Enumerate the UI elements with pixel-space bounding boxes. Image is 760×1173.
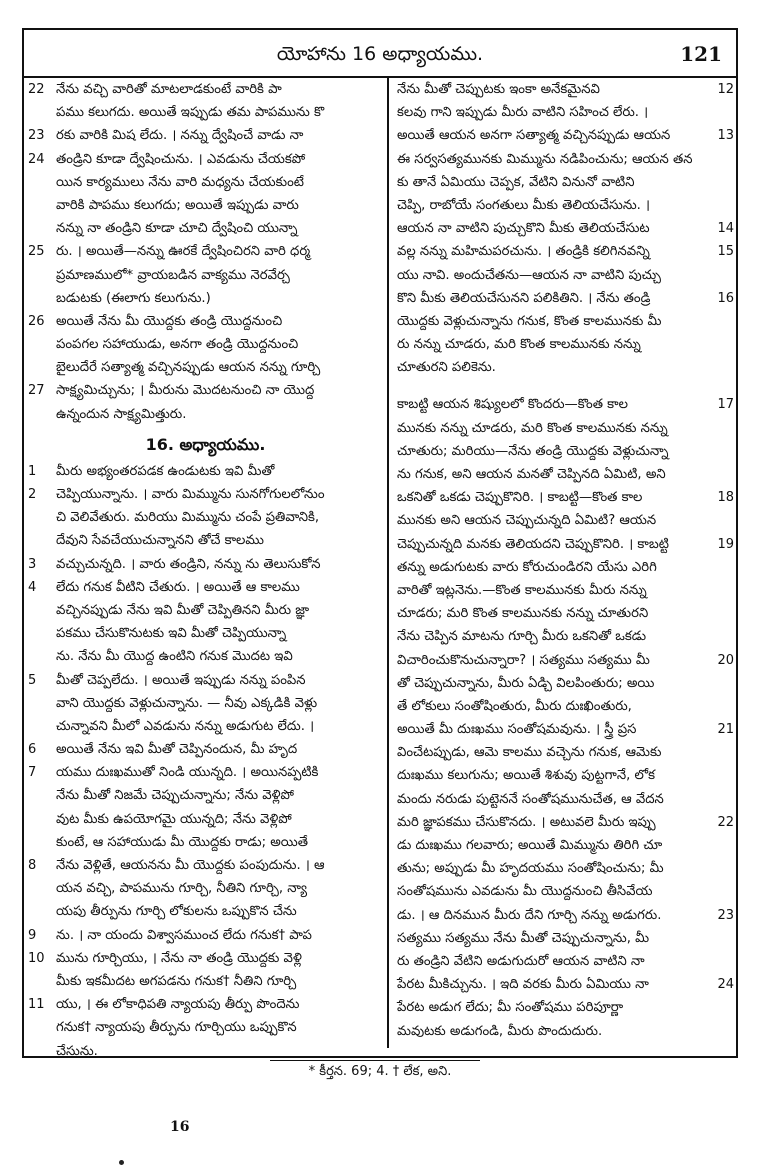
verse-text: ఉన్నందున సాక్ష్యమిత్తురు. [56, 406, 187, 422]
text-line [24, 240, 387, 263]
verse-text: నన్ను నా తండ్రిని కూడా చూచి ద్వేషించి యున్నా [56, 221, 298, 237]
text-line [24, 148, 387, 171]
text-line [24, 171, 387, 194]
verse-number: 11 [28, 997, 45, 1013]
verse-number: 24 [28, 151, 45, 167]
verse-number: 15 [717, 244, 734, 260]
text-line [24, 947, 387, 970]
verse-text: ప్రమాణములో* వ్రాయబడిన వాక్యము నెరవేర్చ [56, 267, 290, 283]
verse-text: పకము చేసుకొనుటకు ఇవి మీతో చెప్పియున్నా [56, 626, 287, 642]
verse-number: 18 [717, 490, 734, 506]
text-line [24, 78, 387, 101]
text-line [24, 333, 387, 356]
verse-number: 1 [28, 463, 37, 479]
verse-text: చి వెలివేతురు. మరియు మిమ్మును చంపే ప్రతివానికి, [56, 510, 320, 526]
bible-page [22, 28, 738, 1058]
text-line [24, 761, 387, 784]
running-title: యోహాను 16 అధ్యాయము. [276, 43, 484, 65]
text-line [24, 124, 387, 147]
verse-number: 9 [28, 927, 37, 943]
verse-number: 20 [717, 652, 734, 668]
verse-text: సత్యము సత్యము నేను మీతో చెప్పుచున్నాను, మీ [397, 930, 650, 946]
text-line [24, 645, 387, 668]
verse-text: నేను వెళ్లితే, ఆయనను మీ యొద్దకు పంపుదును. । ఆ [56, 858, 325, 873]
verse-text: మును గూర్చియు, । నేను నా తండ్రి యొద్దకు వెళ్లి [56, 950, 302, 966]
verse-text: ను గనుక, అని ఆయన మనతో చెప్పినది ఏమిటి, అని [397, 467, 666, 482]
text-line [24, 854, 387, 877]
verse-text: వాని యొద్దకు వెళ్లుచున్నాను. — నీవు ఎక్కడికి వెళ్లు [56, 695, 318, 711]
verse-number: 23 [717, 907, 734, 923]
text-line [389, 880, 736, 903]
verse-text: కుంటే, ఆ సహాయుడు మీ యొద్దకు రాడు; అయితే [56, 834, 309, 850]
text-line [389, 764, 736, 787]
verse-text: చూడరు; మరి కొంత కాలమునకు నన్ను చూతురని [397, 606, 649, 622]
verse-number: 25 [28, 244, 45, 260]
text-line [389, 509, 736, 532]
verse-text: అయితే నేను మీ యొద్దకు తండ్రి యొద్దనుంచి [56, 313, 283, 329]
text-line [389, 904, 736, 927]
text-line [389, 148, 736, 171]
text-line [24, 483, 387, 506]
verse-text: మీరు అభ్యంతరపడక ఉండుటకు ఇవి మీతో [56, 463, 275, 479]
verse-text: ఆయన నా వాటిని పుచ్చుకొని మీకు తెలియచేసుట [397, 221, 650, 237]
text-line [389, 356, 736, 379]
verse-text: తన్ను అడుగుటకు వారు కోరుచుండిరని యేసు ఎరిగి [397, 559, 657, 575]
verse-text: చెప్పి, రాబోయే సంగతులు మీకు తెలియచేసును. । [397, 197, 651, 213]
text-line [389, 556, 736, 579]
text-line [389, 625, 736, 648]
verse-number: 26 [28, 313, 45, 329]
right-verses-block-2 [389, 393, 736, 1042]
verse-text: తును; అప్పుడు మీ హృదయము సంతోషించును; మీ [397, 861, 664, 877]
text-line [24, 993, 387, 1016]
text-line [389, 834, 736, 857]
verse-text: రు తండ్రిని వేటిని అడుగుదురో ఆయన వాటిని నా [397, 953, 645, 969]
verse-number: 21 [717, 722, 734, 738]
text-line [389, 264, 736, 287]
text-line [389, 333, 736, 356]
text-line [389, 417, 736, 440]
verse-text: ఈ సర్వసత్యమునకు మిమ్మును నడిపించును; ఆయన తన [397, 151, 693, 167]
left-verses-ch16 [24, 460, 387, 1063]
verse-text: పేరట మీకిచ్చును. । ఇది వరకు మీరు ఏమియు నా [397, 977, 649, 993]
verse-text: మీకు ఇకమీదట అగపడను గనుక† నీతిని గూర్చి [56, 973, 297, 989]
verse-number: 7 [28, 765, 37, 781]
text-line [24, 669, 387, 692]
verse-text: చెప్పియున్నాను. । వారు మిమ్మును సునగోగులలోనుం [56, 487, 325, 502]
text-line [24, 831, 387, 854]
verse-text: వచ్చినప్పుడు నేను ఇవి మీతో చెప్పితినని మీరు జ్ఞా [56, 602, 310, 618]
verse-text: నేను వచ్చి వారితో మాటలాడకుంటే వారికి పా [56, 82, 282, 97]
verse-text: కలవు గాని ఇప్పుడు మీరు వాటిని సహించ లేరు. । [397, 105, 649, 121]
text-line [389, 486, 736, 509]
text-line [24, 784, 387, 807]
verse-text: బైలుదేరే సత్యాత్మ వచ్చినప్పుడు ఆయన నన్ను గూర్చి [56, 360, 321, 376]
verse-text: తండ్రిని కూడా ద్వేషించును. । ఎవడును చేయకపో [56, 151, 306, 167]
verse-text: రకు వారికి మిష లేదు. । నన్ను ద్వేషించే వాడు నా [56, 128, 304, 144]
verse-number: 2 [28, 487, 37, 502]
verse-number: 24 [717, 977, 734, 993]
verse-text: సంతోషమును ఎవడును మీ యొద్దనుంచి తీసివేయ [397, 884, 653, 900]
verse-text: ను. । నా యందు విశ్వాసముంచ లేదు గనుక† పాప [56, 927, 312, 943]
verse-text: పేరట అడుగ లేదు; మీ సంతోషము పరిపూర్ణా [397, 1000, 624, 1016]
text-line [389, 996, 736, 1019]
verse-text: పంపగల సహాయుడు, అనగా తండ్రి యొద్దనుంచి [56, 337, 299, 353]
text-line [389, 1020, 736, 1043]
verse-text: తే లోకులు సంతోషింతురు, మీరు దుఃఖింతురు, [397, 698, 632, 714]
text-line [389, 101, 736, 124]
text-line [24, 808, 387, 831]
verse-text: రు నన్ను చూడరు, మరి కొంత కాలమునకు నన్ను [397, 337, 641, 353]
text-line [389, 950, 736, 973]
verse-text: దేవుని సేవచేయుచున్నానని తోచే కాలము [56, 533, 264, 549]
text-line [389, 579, 736, 602]
text-line [24, 403, 387, 426]
verse-text: సాక్ష్యమిచ్చును; । మీరును మొదటనుంచి నా యొద్ద [56, 383, 315, 399]
verse-text: పము కలుగదు. అయితే ఇప్పుడు తమ పాపమును కొ [56, 105, 325, 121]
text-line [24, 692, 387, 715]
text-line [389, 171, 736, 194]
verse-text: మునకు నన్ను చూడరు, మరి కొంత కాలమునకు నన్ను [397, 420, 668, 436]
verse-text: మునకు అని ఆయన చెప్పుచున్నది ఏమిటి? ఆయన [397, 513, 657, 529]
verse-text: వారికి పాపము కలుగదు; అయితే ఇప్పుడు వారు [56, 197, 299, 213]
text-line [24, 970, 387, 993]
verse-text: మీతో చెప్పలేదు. । అయితే ఇప్పుడు నన్ను పంపిన [56, 672, 306, 688]
text-line [24, 529, 387, 552]
verse-text: యు, । ఈ లోకాధిపతి న్యాయపు తీర్పు పొందెను [56, 997, 300, 1013]
verse-text: అయితే మీ దుఃఖము సంతోషమవును. । స్త్రీ ప్రస [397, 722, 637, 738]
verse-text: చూతురు; మరియు—నేను తండ్రి యొద్దకు వెళ్లుచున్నా [397, 443, 669, 459]
text-line [389, 927, 736, 950]
verse-number: 13 [717, 128, 734, 144]
verse-number: 22 [717, 814, 734, 830]
text-line [389, 440, 736, 463]
verse-number: 19 [717, 536, 734, 552]
text-line [389, 602, 736, 625]
verse-text: వచ్చుచున్నది. । వారు తండ్రిని, నన్ను ను తెలుసుకోన [56, 556, 321, 572]
verse-number: 14 [717, 221, 734, 237]
verse-number: 12 [717, 82, 734, 97]
verse-text: యన వచ్చి, పాపమును గూర్చి, నీతిని గూర్చి, న్యా [56, 881, 307, 897]
verse-text: వల్ల నన్ను మహిమపరచును. । తండ్రికి కలిగినవన్ని [397, 244, 650, 260]
page-number: 121 [680, 42, 722, 66]
verse-text: ఒకనితో ఒకడు చెప్పుకొనిరి. । కాబట్టి—కొంత కాల [397, 490, 643, 506]
verse-text: గనుక† న్యాయపు తీర్పును గూర్చియు ఒప్పుకొన [56, 1020, 297, 1036]
text-line [389, 672, 736, 695]
verse-text: యము దుఃఖముతో నిండి యున్నది. । అయినప్పటికి [56, 765, 319, 781]
text-line [24, 715, 387, 738]
verse-text: డు దుఃఖము గలవారు; అయితే మిమ్మును తిరిగి చూ [397, 838, 663, 853]
text-line [389, 811, 736, 834]
verse-text: దుఃఖము కలుగును; అయితే శిశువు పుట్టగానే, లోక [397, 768, 655, 784]
text-line [24, 738, 387, 761]
verse-text: వించేటప్పుడు, ఆమె కాలము వచ్చెను గనుక, ఆమెకు [397, 745, 662, 761]
verse-number: 27 [28, 383, 45, 399]
right-verses-block-1 [389, 78, 736, 379]
verse-number: 17 [717, 397, 734, 413]
text-line [24, 900, 387, 923]
verse-text: డు. । ఆ దినమున మీరు దేని గూర్చి నన్ను అడుగరు. [397, 907, 662, 923]
ink-speck [119, 1160, 124, 1165]
verse-text: తో చెప్పుచున్నాను, మీరు ఏడ్చి విలపింతురు; అయి [397, 675, 655, 691]
verse-text: యిన కార్యములు నేను వారి మధ్యను చేయకుంటే [56, 174, 304, 190]
verse-text: లేదు గనుక వీటిని చేతురు. । అయితే ఆ కాలము [56, 579, 300, 595]
verse-text: చెప్పుచున్నది మనకు తెలియదని చెప్పుకొనిరి. । కాబట్టి [397, 536, 669, 552]
verse-number: 4 [28, 579, 37, 595]
text-line [389, 857, 736, 880]
text-line [24, 356, 387, 379]
verse-text: చేసును. [56, 1043, 98, 1059]
text-line [389, 695, 736, 718]
verse-text: మరి జ్ఞాపకము చేసుకొనదు. । అటువలె మీరు ఇప్పు [397, 814, 656, 830]
verse-text: మవుటకు అడుగండి, మీరు పొందుదురు. [397, 1023, 603, 1039]
verse-text: బడుటకు (ఈలాగు కలుగును.) [56, 290, 211, 306]
text-line [24, 217, 387, 240]
text-line [389, 124, 736, 147]
right-column [389, 78, 736, 1048]
verse-text: కొని మీకు తెలియచేసునని పలికితిని. । నేను తండ్రి [397, 290, 651, 306]
text-line [389, 194, 736, 217]
left-verses-ch15 [24, 78, 387, 426]
text-line [389, 217, 736, 240]
text-line [389, 393, 736, 416]
verse-number: 6 [28, 742, 37, 758]
verse-number: 10 [28, 950, 45, 966]
text-line [389, 741, 736, 764]
text-line [24, 599, 387, 622]
left-column [24, 78, 389, 1059]
text-line [24, 287, 387, 310]
verse-text: చూతురని పలికెను. [397, 360, 496, 376]
text-line [389, 463, 736, 486]
text-line [24, 194, 387, 217]
text-line [24, 460, 387, 483]
verse-number: 22 [28, 82, 45, 97]
text-line [24, 553, 387, 576]
verse-text: నేను చెప్పిన మాటను గూర్చి మీరు ఒకనితో ఒకడు [397, 629, 647, 645]
page-header [24, 30, 736, 78]
verse-number: 23 [28, 128, 45, 144]
verse-text: నేను మీతో నిజమే చెప్పుచున్నాను; నేను వెళ్లిపో [56, 788, 294, 804]
text-line [389, 533, 736, 556]
text-line [24, 1016, 387, 1039]
signature-mark: 16 [170, 1119, 190, 1135]
text-line [24, 101, 387, 124]
text-line [24, 576, 387, 599]
verse-number: 3 [28, 556, 37, 572]
text-line [389, 718, 736, 741]
paragraph-gap [389, 379, 736, 393]
text-line [389, 973, 736, 996]
verse-text: యు నావి. అందుచేతను—ఆయన నా వాటిని పుచ్చు [397, 267, 661, 283]
text-line [389, 788, 736, 811]
verse-text: యపు తీర్పును గూర్చి లోకులను ఒప్పుకొన చేను [56, 904, 297, 920]
text-line [24, 264, 387, 287]
verse-text: వారితో ఇట్లనెను.—కొంత కాలమునకు మీరు నన్ను [397, 582, 647, 598]
text-line [24, 379, 387, 402]
verse-text: అయితే నేను ఇవి మీతో చెప్పినందున, మీ హృద [56, 742, 298, 758]
verse-text: అయితే ఆయన అనగా సత్యాత్మ వచ్చినప్పుడు ఆయన [397, 128, 671, 144]
text-line [24, 622, 387, 645]
verse-text: యొద్దకు వెళ్లుచున్నాను గనుక, కొంత కాలమునకు మీ [397, 313, 662, 329]
text-line [389, 287, 736, 310]
verse-text: ను. నేను మీ యొద్ద ఉంటిని గనుక మొదట ఇవి [56, 649, 293, 665]
verse-text: చున్నావని మీలో ఎవడును నన్ను అడుగుట లేదు. । [56, 718, 315, 734]
verse-text: కాబట్టి ఆయన శిష్యులలో కొందరు—కొంత కాల [397, 397, 628, 413]
verse-text: రు. । అయితే—నన్ను ఊరకే ద్వేషించిరని వారి ధర్మ [56, 244, 311, 260]
footnote-rule [270, 1060, 480, 1061]
text-line [24, 877, 387, 900]
chapter-heading: 16. అధ్యాయము. [145, 434, 266, 454]
text-line [389, 240, 736, 263]
footnote: * కీర్తన. 69; 4. † లేక, అని. [308, 1064, 452, 1079]
verse-text: వుట మీకు ఉపయోగమై యున్నది; నేను వెళ్లిపో [56, 811, 292, 827]
verse-text: నేను మీతో చెప్పుటకు ఇంకా అనేకమైనవి [397, 82, 600, 97]
verse-text: విచారించుకొనుచున్నారా? । సత్యము సత్యము మీ [397, 652, 650, 668]
verse-text: మందు నరుడు పుట్టెననే సంతోషమునుచేత, ఆ వేదన [397, 791, 664, 807]
text-line [389, 649, 736, 672]
verse-number: 5 [28, 672, 37, 688]
text-line [24, 310, 387, 333]
text-line [24, 924, 387, 947]
text-line [24, 506, 387, 529]
verse-number: 8 [28, 858, 37, 873]
text-line [389, 78, 736, 101]
verse-number: 16 [717, 290, 734, 306]
verse-text: కు తానే ఏమియు చెప్పక, వేటిని వినునో వాటిని [397, 174, 635, 190]
text-line [389, 310, 736, 333]
